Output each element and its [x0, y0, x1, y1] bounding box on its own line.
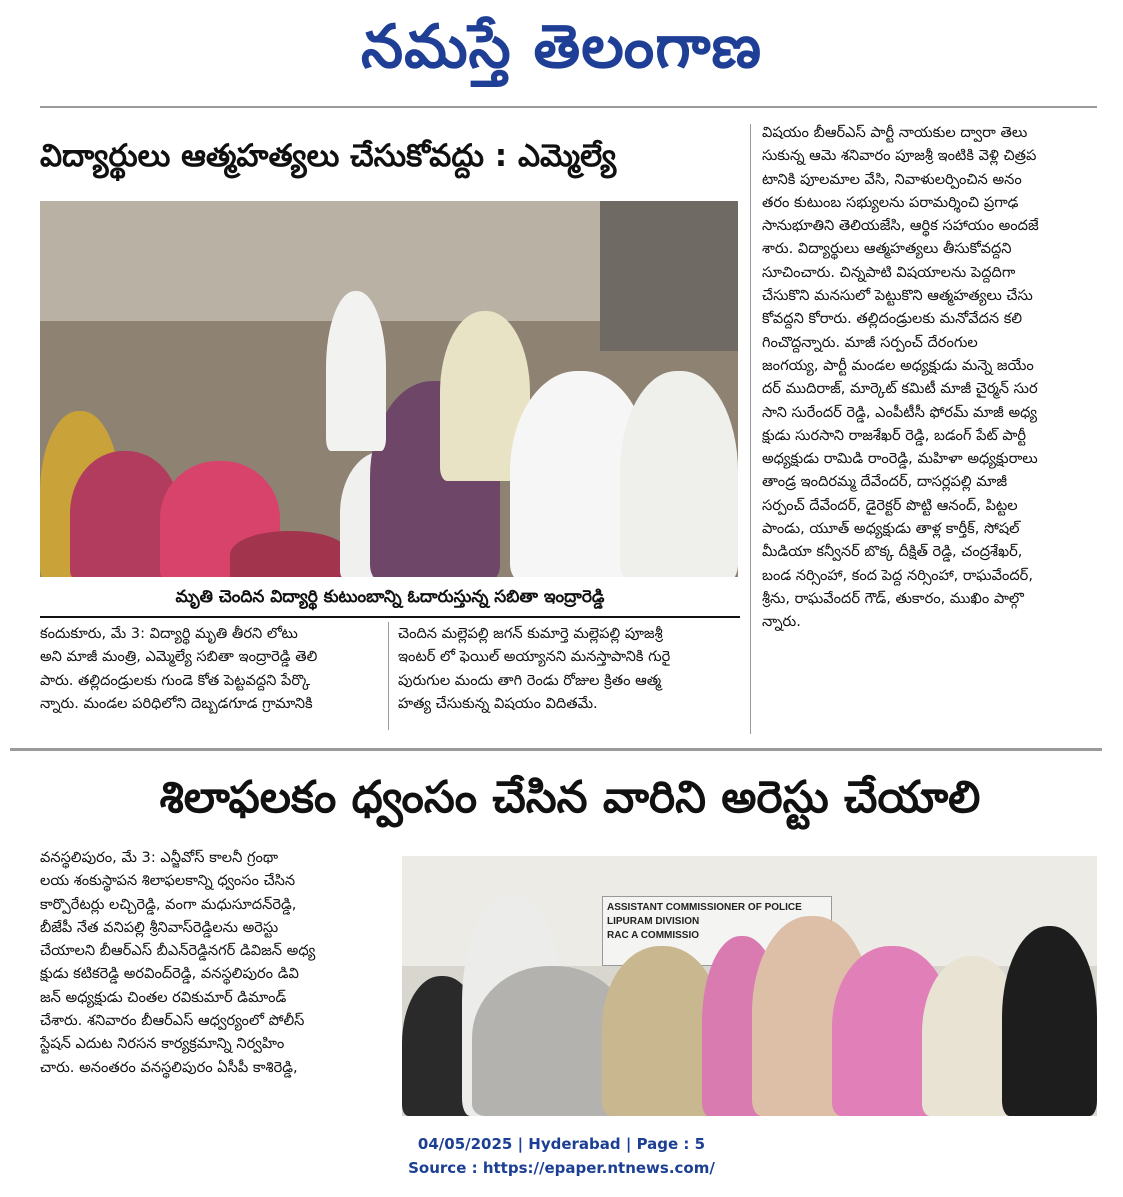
- text-line: సానుభూతిని తెలియజేసి, ఆర్థిక సహాయం అందజే: [762, 217, 1039, 235]
- sign-line: ASSISTANT COMMISSIONER OF POLICE: [607, 902, 802, 913]
- text-line: పురుగుల మందు తాగి రెండు రోజుల క్రితం ఆత్మ: [398, 671, 662, 689]
- story2-photo: [402, 856, 1097, 1116]
- story1-photo: [40, 201, 738, 577]
- story1-column-2: [398, 622, 738, 715]
- text-line: గించొద్దన్నారు. మాజీ సర్పంచ్ దేరంగుల: [762, 333, 978, 351]
- column-divider: [388, 622, 389, 730]
- story1-photo-caption: మృతి చెందిన విద్యార్థి కుటుంబాన్ని ఓదారుస్తున్న సబితా ఇంద్రారెడ్డి: [40, 578, 740, 618]
- footer-date-line: 04/05/2025 | Hyderabad | Page : 5: [417, 1135, 706, 1153]
- text-line: అని మాజీ మంత్రి, ఎమ్మెల్యే సబితా ఇంద్రారెడ్డి తెలి: [40, 648, 318, 666]
- story2-column-1: [40, 846, 390, 1079]
- text-line: శారు. విద్యార్థులు ఆత్మహత్యలు తీసుకోవద్దని: [762, 240, 1012, 258]
- text-line: దర్ ముదిరాజ్, మార్కెట్ కమిటీ మాజీ చైర్మన్ సుర: [762, 380, 1038, 398]
- story1-headline: విద్యార్థులు ఆత్మహత్యలు చేసుకోవద్దు : ఎమ్మెల్యే: [40, 138, 617, 174]
- story2-headline: శిలాఫలకం ధ్వంసం చేసిన వారిని అరెస్టు చేయాలి: [159, 772, 981, 823]
- text-line: కందుకూరు, మే 3: విద్యార్థి మృతి తీరని లోటు: [40, 625, 298, 642]
- text-line: క్షుడు సురసాని రాజశేఖర్ రెడ్డి, బడంగ్ పేట్ పార్టీ: [762, 426, 1027, 444]
- sign-line: RAC A COMMISSIO: [607, 930, 700, 941]
- text-line: సూచించారు. చిన్నపాటి విషయాలను పెద్దదిగా: [762, 263, 1016, 281]
- text-line: న్నారు. మండల పరిధిలోని దెబ్బడగూడ గ్రామానికి: [40, 694, 313, 712]
- text-line: సాని సురేందర్ రెడ్డి, ఎంపీటీసీ ఫోరమ్ మాజీ అధ్య: [762, 403, 1038, 421]
- text-line: హత్య చేసుకున్న విషయం విదితమే.: [398, 694, 598, 712]
- text-line: సుకున్న ఆమె శనివారం పూజశ్రీ ఇంటికి వెళ్లి చిత్రప: [762, 147, 1037, 165]
- text-line: మీడియా కన్వీనర్ బొక్క దీక్షిత్ రెడ్డి, చంద్రశేఖర్,: [762, 543, 1023, 561]
- text-line: ఇంటర్ లో ఫెయిల్ అయ్యానని మనస్తాపానికి గురై: [398, 648, 671, 666]
- text-line: పారు. తల్లిదండ్రులకు గుండె కోత పెట్టవద్దని పేర్కొ: [40, 671, 311, 689]
- text-line: టానికి పూలమాల వేసి, నివాళులర్పించిన అనం: [762, 170, 1022, 188]
- story1-column-1: [40, 622, 378, 715]
- text-line: న్నారు.: [762, 613, 801, 631]
- text-line: కోవద్దని కోరారు. తల్లిదండ్రులకు మనోవేదన కలి: [762, 310, 1023, 328]
- text-line: లయ శంకుస్థాపన శిలాఫలకాన్ని ధ్వంసం చేసిన: [40, 872, 296, 890]
- text-line: తరం కుటుంబ సభ్యులను పరామర్శించి ప్రగాఢ: [762, 193, 1019, 211]
- text-line: కార్పొరేటర్లు లచ్చిరెడ్డి, వంగా మధుసూదన్‌రెడ్డి,: [40, 895, 297, 913]
- text-line: చేశారు. శనివారం బీఆర్ఎస్ ఆధ్వర్యంలో పోలీస్: [40, 1012, 305, 1030]
- text-line: వనస్థలిపురం, మే 3: ఎన్జీవోస్ కాలనీ గ్రంథా: [40, 849, 279, 866]
- text-line: జన్ అధ్యక్షుడు చింతల రవికుమార్ డిమాండ్: [40, 988, 287, 1006]
- story-divider: [10, 748, 1102, 751]
- text-line: శ్రీను, రాఘవేందర్ గౌడ్, తుకారం, ముఖిం పాల్గొ: [762, 589, 1024, 607]
- text-line: క్షుడు కటికరెడ్డి అరవింద్‌రెడ్డి, వనస్థలిపురం డివి: [40, 965, 299, 983]
- text-line: బీజేపీ నేత వనిపల్లి శ్రీనివాస్‌రెడ్డిలను అరెస్టు: [40, 918, 279, 936]
- masthead-rule: [40, 106, 1097, 108]
- text-line: బండ నర్సింహా, కంద పెద్ద నర్సింహా, రాఘవేందర్,: [762, 566, 1033, 584]
- text-line: చేయాలని బీఆర్ఎస్ బీఎన్‌రెడ్డినగర్ డివిజన్ అధ్య: [40, 942, 316, 960]
- text-line: సర్పంచ్ దేవేందర్, డైరెక్టర్ పొట్టి ఆనంద్, పిట్టల: [762, 496, 1018, 514]
- footer-source-link[interactable]: Source : https://epaper.ntnews.com/: [408, 1159, 715, 1177]
- text-line: జంగయ్య, పార్టీ మండల అధ్యక్షుడు మన్నె జయేం: [762, 356, 1034, 374]
- text-line: అధ్యక్షుడు రామిడి రాంరెడ్డి, మహిళా అధ్యక్షురాలు: [762, 450, 1038, 468]
- text-line: పాండు, యూత్ అధ్యక్షుడు తాళ్ల కార్తీక్, సోషల్: [762, 520, 1020, 538]
- story1-column-3: [762, 121, 1100, 634]
- text-line: చారు. అనంతరం వనస్థలిపురం ఏసీపీ కాశిరెడ్డి,: [40, 1058, 298, 1076]
- text-line: చెందిన మల్లెపల్లి జగన్ కుమార్తె మల్లెపల్లి పూజశ్రీ: [398, 625, 663, 642]
- masthead-logo: నమస్తే తెలంగాణ: [360, 12, 763, 82]
- text-line: చేసుకొని మనసులో పెట్టుకొని ఆత్మహత్యలు చేసు: [762, 287, 1033, 305]
- text-line: స్టేషన్ ఎదుట నిరసన కార్యక్రమాన్ని నిర్వహిం: [40, 1035, 285, 1053]
- page-footer: [0, 1132, 1123, 1180]
- column-divider: [750, 124, 751, 734]
- text-line: విషయం బీఆర్ఎస్ పార్టీ నాయకుల ద్వారా తెలు: [762, 124, 1028, 141]
- text-line: తాండ్ర ఇందిరమ్మ దేవేందర్, దాసర్లపల్లి మాజీ: [762, 473, 1007, 491]
- sign-line: LIPURAM DIVISION: [607, 916, 700, 927]
